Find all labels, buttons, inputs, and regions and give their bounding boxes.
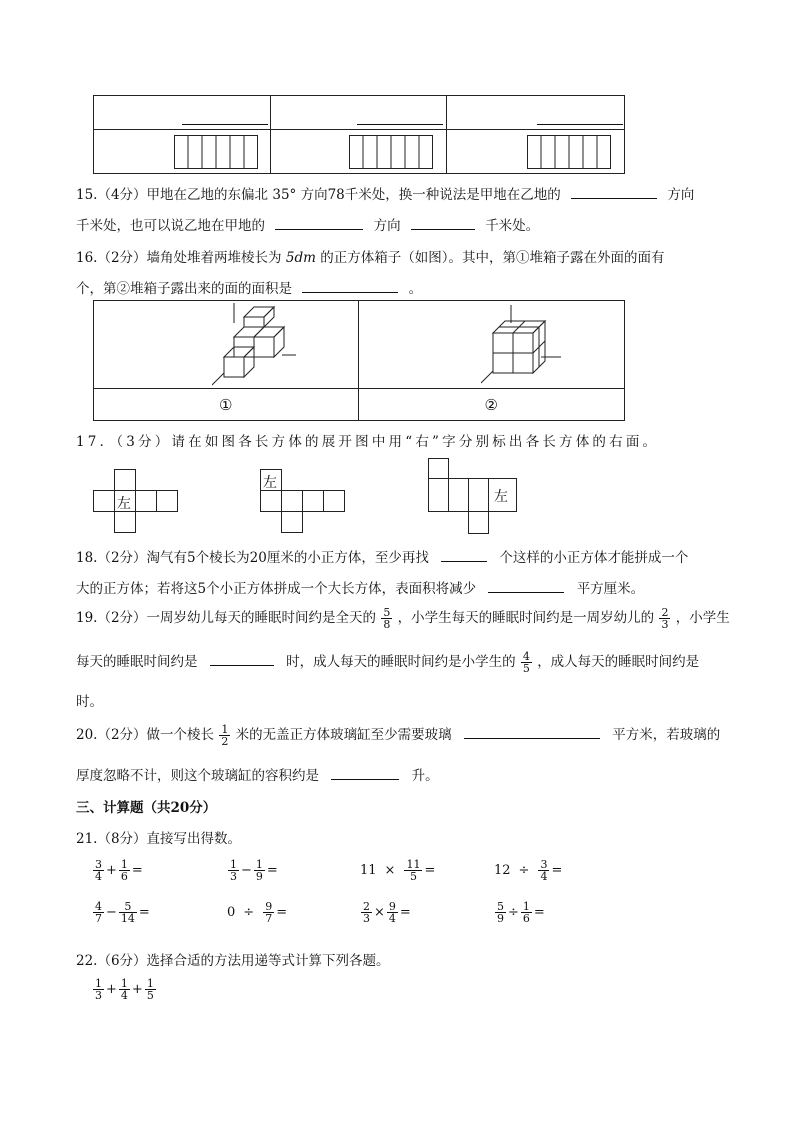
q15-direction-blank-2[interactable]: [275, 215, 363, 230]
fraction: $\frac{5}{14}$: [120, 900, 135, 925]
operator: +: [106, 982, 117, 997]
cube-net-2: [260, 468, 346, 534]
q16-area-blank[interactable]: [302, 278, 398, 293]
question-18-line-1: 18.（2分）淘气有5个棱长为20厘米的小正方体，至少再找 个这样的小正方体才能拼成一个: [76, 546, 688, 566]
q18-count-blank[interactable]: [441, 547, 487, 562]
question-19-line-3: 时。: [76, 694, 103, 710]
question-22-title: 22.（6分）选择合适的方法用递等式计算下列各题。: [76, 953, 390, 969]
fraction: $\frac{1}{6}$: [522, 900, 530, 925]
q20-volume-blank[interactable]: [331, 765, 399, 780]
q18-area-blank[interactable]: [488, 578, 564, 593]
number: 11: [360, 863, 377, 878]
box-grid: [174, 135, 258, 169]
fraction: $\frac{5}{9}$: [497, 900, 504, 925]
cube-net-3: [428, 458, 518, 534]
answer-cell: [94, 96, 271, 130]
question-15-line-1: 15.（4分）甲地在乙地的东偏北 35° 方向78千米处，换一种说法是甲地在乙地的 方向: [76, 183, 694, 203]
fraction: $\frac{1}{5}$: [146, 977, 154, 1002]
answer-cell: [270, 96, 447, 130]
calc-item: [92, 859, 144, 882]
answer-cell: [447, 96, 625, 130]
answer-blank[interactable]: [357, 110, 443, 125]
fraction: $\frac{1}{4}$: [120, 977, 128, 1002]
figure-cell-2: [358, 301, 625, 389]
operator: +: [131, 982, 143, 997]
fraction: $\frac{1}{6}$: [120, 858, 128, 883]
operator: ×: [384, 863, 396, 878]
figure-label-1: ①: [94, 389, 359, 421]
calc-item: [494, 901, 546, 924]
calc-item: [360, 859, 436, 882]
operator: =: [533, 905, 545, 920]
question-16-line-1: 16.（2分）墙角处堆着两堆棱长为 5dm 的正方体箱子（如图）。其中，第①堆箱子露在外面的面有: [76, 250, 665, 266]
question-19-line-1: 19.（2分）一周岁幼儿每天的睡眠时间约是全天的 $\frac{5}{8}$ ，小学生每天的睡眠时间约是一周岁幼儿的 $\frac{2}{3}$ ，小学生: [76, 606, 730, 631]
operator: −: [241, 863, 252, 878]
operator: =: [424, 863, 436, 878]
calc-item: [360, 901, 412, 924]
operator: ×: [374, 905, 385, 920]
fraction: $\frac{9}{7}$: [265, 900, 273, 925]
q19-student-blank[interactable]: [210, 651, 274, 666]
cube-net-1: [93, 468, 177, 534]
box-grid: [527, 135, 611, 169]
net-1-left-label: 左: [117, 496, 131, 512]
question-16-line-2: 个，第②堆箱子露出来的面的面积是 。: [76, 277, 422, 297]
operator: −: [106, 905, 117, 920]
section-3-heading: 三、计算题（共20分）: [76, 800, 217, 816]
question-20-line-1: 20.（2分）做一个棱长 $\frac{1}{2}$ 米的无盖正方体玻璃缸至少需要玻璃 平方米，若玻璃的: [76, 723, 721, 748]
q20-glass-blank[interactable]: [464, 724, 600, 739]
operator: ÷: [243, 905, 255, 920]
fraction: $\frac{1}{3}$: [95, 977, 102, 1002]
question-18-line-2: 大的正方体；若将这5个小正方体拼成一个大长方体，表面积将减少 平方厘米。: [76, 577, 644, 597]
operator: +: [106, 863, 117, 878]
operator: ÷: [518, 863, 530, 878]
operator: =: [266, 863, 278, 878]
operator: =: [131, 863, 143, 878]
calc-item: [227, 901, 288, 924]
fraction: $\frac{2}{3}$: [661, 606, 669, 631]
fraction: $\frac{1}{2}$: [221, 723, 229, 748]
calc-item: [494, 859, 563, 882]
cube-stack-1: [212, 303, 302, 387]
q22-expression: [92, 978, 157, 1001]
net-3-left-label: 左: [494, 489, 508, 505]
operator: =: [138, 905, 150, 920]
fraction: $\frac{4}{5}$: [522, 650, 530, 675]
grid-cell: [270, 130, 447, 174]
fraction: $\frac{1}{3}$: [230, 858, 237, 883]
grid-cell: [94, 130, 271, 174]
operator: =: [551, 863, 563, 878]
operator: ÷: [508, 905, 519, 920]
number: 0: [227, 905, 236, 920]
figure-label-2: ②: [358, 389, 625, 421]
number: 12: [494, 863, 511, 878]
fraction: $\frac{11}{5}$: [406, 858, 421, 883]
question-21-title: 21.（8分）直接写出得数。: [76, 831, 242, 847]
calc-item: [92, 901, 151, 924]
box-grid: [349, 135, 433, 169]
question-17-text: 17．（3分）请在如图各长方体的展开图中用“右”字分别标出各长方体的右面。: [76, 434, 660, 450]
top-answer-table: [93, 95, 625, 174]
q15-distance-blank[interactable]: [411, 215, 475, 230]
fraction: $\frac{3}{4}$: [540, 858, 548, 883]
calc-item: [227, 859, 279, 882]
q15-direction-blank[interactable]: [571, 184, 657, 199]
question-20-line-2: 厚度忽略不计，则这个玻璃缸的容积约是 升。: [76, 764, 439, 784]
question-19-line-2: 每天的睡眠时间约是 时，成人每天的睡眠时间约是小学生的 $\frac{4}{5}$ ，成人每天的睡眠时间约是: [76, 650, 700, 675]
net-2-left-label: 左: [263, 475, 277, 491]
figure-cell-1: [94, 301, 359, 389]
grid-cell: [447, 130, 625, 174]
fraction: $\frac{5}{8}$: [383, 606, 391, 631]
fraction: $\frac{2}{3}$: [363, 900, 370, 925]
answer-blank[interactable]: [182, 110, 268, 125]
operator: =: [276, 905, 288, 920]
answer-blank[interactable]: [537, 110, 623, 125]
fraction: $\frac{1}{9}$: [255, 858, 263, 883]
q16-figure-table: [93, 300, 625, 421]
fraction: $\frac{4}{7}$: [95, 900, 102, 925]
question-15-line-2: 千米处，也可以说乙地在甲地的 方向 千米处。: [76, 214, 539, 234]
operator: =: [399, 905, 411, 920]
fraction: $\frac{9}{4}$: [388, 900, 396, 925]
fraction: $\frac{3}{4}$: [95, 858, 102, 883]
cube-stack-2: [481, 305, 571, 385]
